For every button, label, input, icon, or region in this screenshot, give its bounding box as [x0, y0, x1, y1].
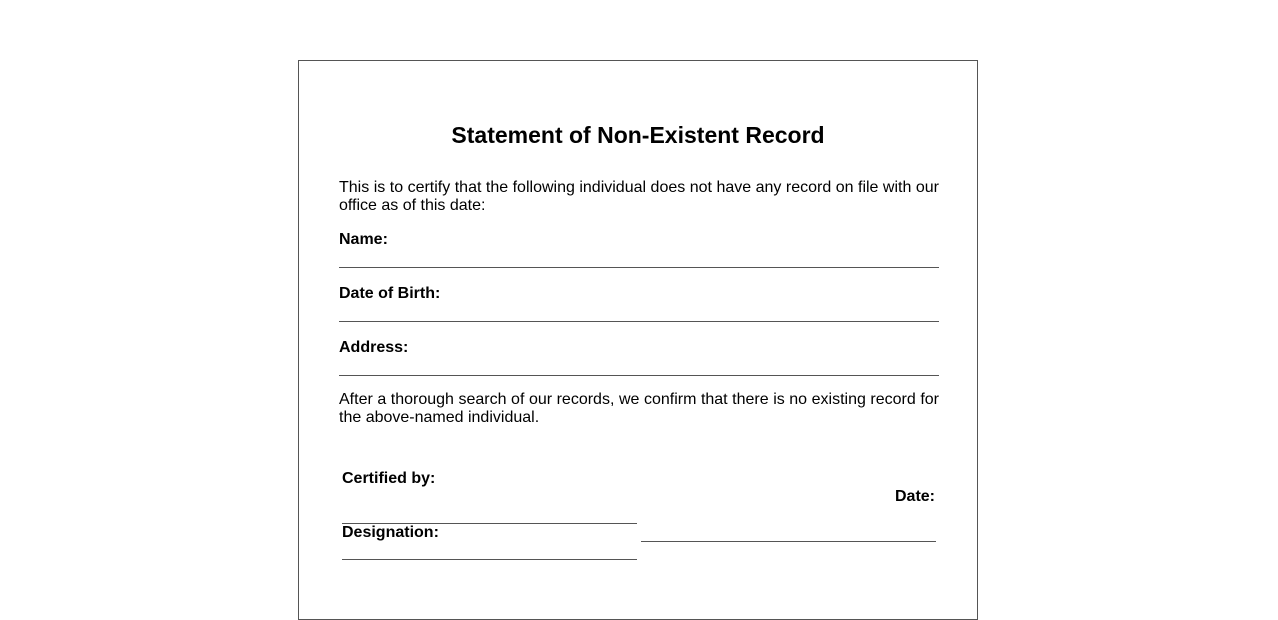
name-label: Name: [339, 231, 388, 248]
address-label: Address: [339, 339, 409, 356]
address-line [339, 375, 939, 376]
date-of-birth-field[interactable] [339, 285, 939, 303]
confirmation-paragraph: After a thorough search of our records, we confirm that there is no existing record for the above-named individual. [339, 391, 939, 426]
address-field[interactable] [339, 339, 939, 357]
intro-paragraph: This is to certify that the following individual does not have any record on file with our office as of this date: [339, 179, 939, 214]
date-of-birth-line [339, 321, 939, 322]
certified-by-label: Certified by: [342, 470, 436, 487]
document-page [298, 60, 978, 620]
date-of-birth-label: Date of Birth: [339, 285, 441, 302]
date-label: Date: [894, 488, 935, 505]
name-field[interactable] [339, 231, 939, 249]
document-title: Statement of Non-Existent Record [451, 122, 825, 148]
designation-label: Designation: [342, 524, 439, 541]
date-line[interactable] [641, 541, 936, 542]
name-line [339, 267, 939, 268]
designation-line[interactable] [342, 559, 637, 560]
